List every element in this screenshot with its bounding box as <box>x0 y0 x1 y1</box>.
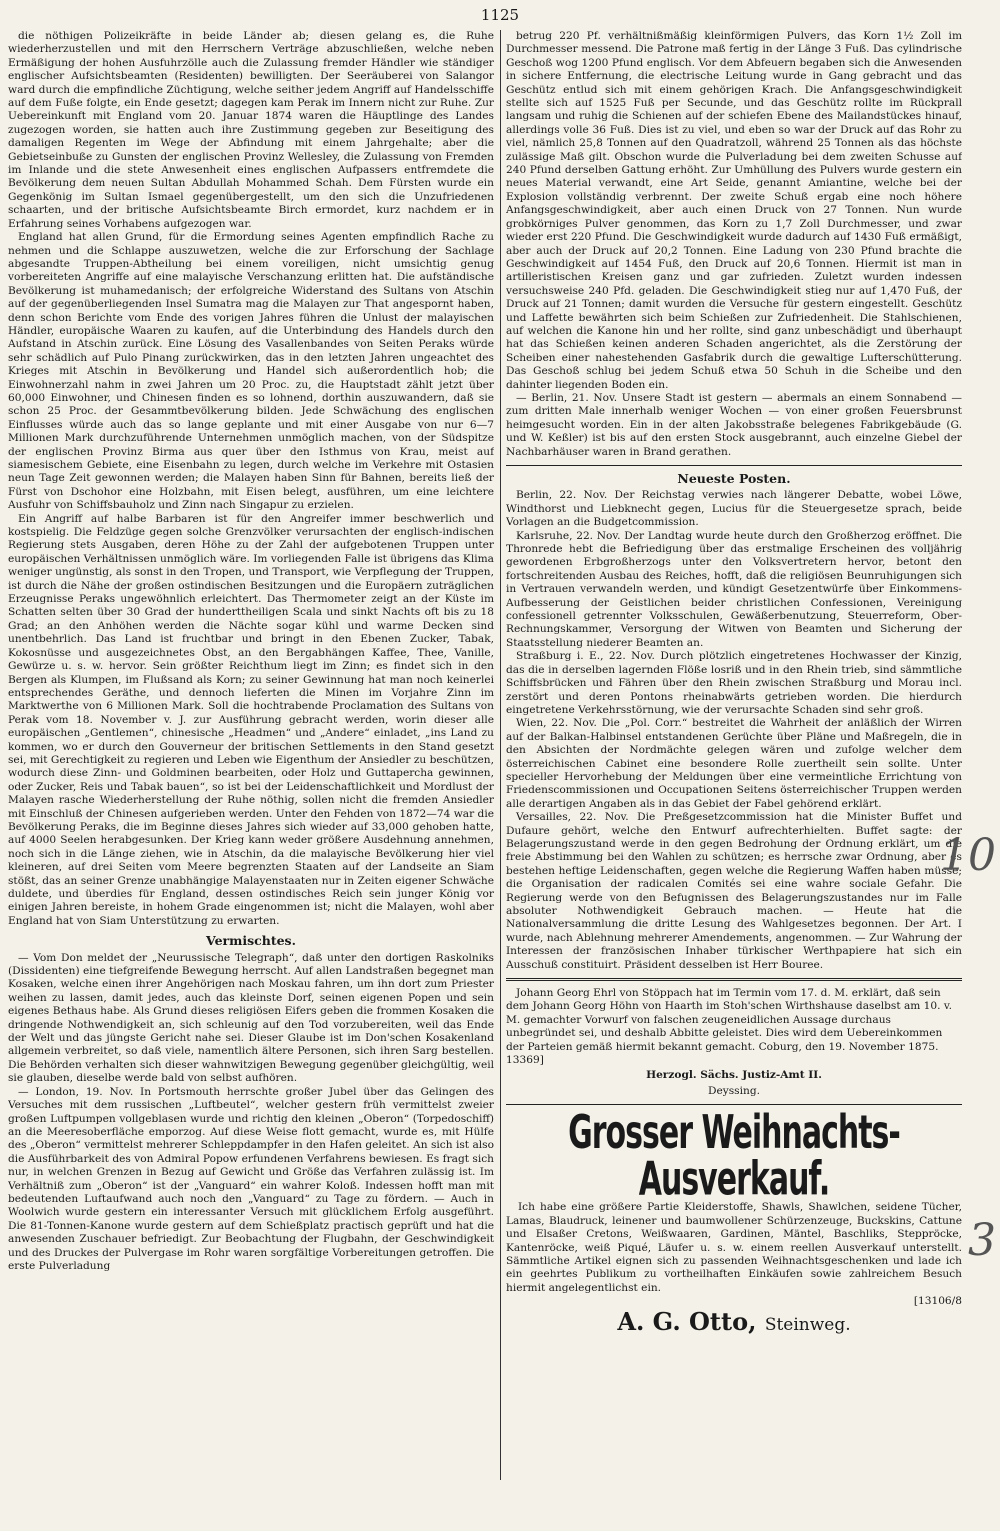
right-column <box>506 30 962 1520</box>
item-vom-don: — Vom Don meldet der „Neurussische Telegraph“, daß unter den dortigen Raskolniks (Dissidenten) eine tiefgreifende Bewegung herrscht. Auf allen Landstraßen begegnet man Kosaken, welche einen ihrer Angehörigen nach Moskau fahren, um ihn dort zum Priester weihen zu lassen, damit jedes, auch das kleinste Dorf, seinen eigenen Popen und sein eigenes Bethaus habe. Als Grund dieses religiösen Eifers geben die frommen Kosaken die dringende Nothwendigkeit an, sich schleunig auf den Tod vorzubereiten, weil das Ende der Welt und das jüngste Gericht nahe sei. Dieser Glaube ist im Don'schen Kosakenland allgemein verbreitet, so daß viele, namentlich ältere Personen, sich ihren Sarg bestellen. Die Behörden verhalten sich dieser wahnwitzigen Bewegung gegenüber gleichgültig, weil sie glauben, dieselbe werde bald von selbst aufhören. <box>8 951 494 1085</box>
ad-headline: Grosser Weihnachts-Ausverkauf. <box>568 1106 900 1208</box>
ad-rule <box>506 1104 962 1105</box>
margin-handwriting: 10 <box>940 830 996 881</box>
legal-notice-ref: 13369] <box>506 1054 544 1067</box>
section-rule <box>506 465 962 466</box>
ad-body: Ich habe eine größere Partie Kleiderstoffe, Shawls, Shawlchen, seidene Tücher, Lamas, Blaudruck, leinener und baumwollener Schürzenzeuge, Buckskins, Cattune und Elsaßer Cretons, Weißwaaren, Gardinen, Mäntel, Baschliks, Steppröcke, Kantenröcke, weiß Piqué, Läufer u. s. w. einem reellen Ausverkauf unterstellt. Sämmtliche Artikel eignen sich zu passenden Weihnachtsgeschenken und lade ich ein geehrtes Publikum zu vortheilhaften Einkäufen sowie zahlreichem Besuch hiermit angelegentlichst ein. <box>506 1201 962 1294</box>
ad-signature <box>506 1306 962 1336</box>
ad-ref: [13106/8 <box>913 1295 962 1308</box>
legal-notice-text: Johann Georg Ehrl von Stöppach hat im Termin vom 17. d. M. erklärt, daß sein dem Johann Georg Höhn von Haarth im Stoh'schen Wirthshause daselbst am 10. v. M. gemachter Vorwurf von falschen zeugeneidlichen Aussage durchaus unbegründet sei, und deshalb Abbitte geleistet. Dies wird dem Uebereinkommen der Parteien gemäß hiermit bekannt gemacht. Coburg, den 19. November 1875. <box>506 987 952 1053</box>
news-berlin: Berlin, 22. Nov. Der Reichstag verwies nach längerer Debatte, wobei Löwe, Windthorst und Liebknecht gegen, Lucius für die Steuergesetze sprach, beide Vorlagen an die Budgetcommission. <box>506 489 962 529</box>
ad-signature-street: Steinweg. <box>764 1314 851 1335</box>
news-wien: Wien, 22. Nov. Die „Pol. Corr.“ bestreitet die Wahrheit der anläßlich der Wirren auf der Balkan-Halbinsel entstandenen Gerüchte über Pläne und Maßregeln, die in den Absichten der Nordmächte gelegen wären und zufolge welcher dem österreichischen Cabinet eine besondere Rolle zuertheilt sein sollte. Unter specieller Hervorhebung der Meldungen über eine vermeintliche Errichtung von Friedenscommissionen und Occupationen Seitens österreichischer Truppen werden alle derartigen Angaben als in das Gebiet der Fabel gehörend erklärt. <box>506 717 962 810</box>
article-perak-part3: Ein Angriff auf halbe Barbaren ist für den Angreifer immer beschwerlich und kostspielig. Die Feldzüge gegen solche Grenzvölker verursachten der englisch-indischen Regierung stets Ausgaben, deren Höhe zu der Zahl der aufgebotenen Truppen unter europäischen Verhältnissen unmöglich wäre. Im vorliegenden Falle ist übrigens das Klima weniger ungünstig, als sonst in den Tropen, und Transport, wie Verpflegung der Truppen, ist durch die Nähe der großen ostindischen Besitzungen und die Europäern zuträglichen Erzeugnisse Peraks ungewöhnlich erleichtert. Das Thermometer zeigt an der Küste im Schatten selten über 30 Grad der hunderttheiligen Scala und sinkt Nachts oft bis zu 18 Grad; an den Anhöhen werden die Nächte sogar kühl und warme Decken sind unentbehrlich. Das Land ist fruchtbar und bringt in den Ebenen Zucker, Tabak, Kokosnüsse und ausgezeichnetes Obst, an den Bergabhängen Kaffee, Thee, Vanille, Gewürze u. s. w. hervor. Sein größter Reichthum liegt im Zinn; es findet sich in den Bergen als Klumpen, im Flußsand als Korn; zu seiner Gewinnung hat man noch keinerlei entsprechendes Geräthe, und dennoch lieferten die Minen im Vorjahre Zinn im Marktwerthe von 6 Millionen Mark. Soll die hochtrabende Proclamation des Sultans von Perak vom 18. November v. J. zur Ausführung gebracht werden, worin dieser alle europäischen „Gentlemen“, chinesische „Headmen“ und „Andere“ einladet, „ins Land zu kommen, wo er durch den Gouverneur der britischen Settlements in den Stand gesetzt sei, mit Gerechtigkeit zu regieren und Leben wie Eigenthum der Ansiedler zu beschützen, wodurch diese Zinn- und Goldminen bearbeiten, oder Holz und Guttapercha gewinnen, oder Zucker, Reis und Tabak bauen“, so ist bei der Leidenschaftlichkeit und Mordlust der Malayen rasche Wiederherstellung der Ruhe nöthig, sollen nicht die fremden Ansiedler mit Einschluß der Chinesen aufgerieben werden. Unter den Fehden von 1872—74 war die Bevölkerung Peraks, die im Beginne dieses Jahres sich wieder auf 33,000 gehoben hatte, auf 4000 Seelen herabgesunken. Der Krieg kann weder größere Ausdehnung annehmen, noch sich in die Länge ziehen, wie in Atschin, da die malayische Bevölkerung hier viel kleineren, auf drei Seiten vom Meere begrenzten Staaten auf der Landseite an Siam stößt, das an seiner Grenze unabhängige Malayenstaaten nur in Zeiten eigener Schwäche duldete, und überdies für England, dessen ostindisches Reich sein junger König vor einigen Jahren bereiste, in hohem Grade eingenommen ist; nicht die Malayen, wohl aber England hat von Siam Unterstützung zu erwarten. <box>8 512 494 927</box>
item-london: — London, 19. Nov. In Portsmouth herrschte großer Jubel über das Gelingen des Versuches mit dem russischen „Luftbeutel“, welcher gestern früh vermittelst zweier großen Luftpumpen vollgeblasen wurde und richtig den kleinen „Oberon“ (Torpedoschiff) an die Meeresoberfläche emporzog. Auf diese Weise flott gemacht, wurde es, mit Hülfe des „Oberon“ vermittelst mehrerer Schleppdampfer in den Hafen geleitet. An sich ist also die Ausführbarkeit des von Admiral Popow erfundenen Verfahrens bewiesen. Es fragt sich nur, in welchen Grenzen in Bezug auf Gewicht und Größe das Verfahren zulässig ist. Im Verhältniß zum „Oberon“ ist der „Vanguard“ ein wahrer Koloß. Indessen hofft man mit bedeutenden Luftaufwand auch noch den „Vanguard“ zu Tage zu fördern. — Auch in Woolwich wurde gestern ein interessanter Versuch mit glücklichem Erfolg ausgeführt. Die 81-Tonnen-Kanone wurde gestern auf dem Schießplatz practisch geprüft und hat die anwesenden Zuschauer befriedigt. Zur Beobachtung der Flugbahn, der Geschwindigkeit und des Druckes der Pulvergase im Rohr waren sorgfältige Vorbereitungen getroffen. Die erste Pulverladung <box>8 1085 494 1272</box>
notice-rule <box>506 978 962 981</box>
page-number: 1125 <box>480 6 520 24</box>
news-versailles: Versailles, 22. Nov. Die Preßgesetzcommission hat die Minister Buffet und Dufaure gehört, welche den Entwurf aufrechterhielten. Buffet sagte: der Belagerungszustand werde in den gegen Bedrohung der Ordnung erklärt, um die freie Abstimmung bei den Wahlen zu schützen; es herrsche zwar Ordnung, aber es bestehen heftige Leidenschaften, gegen welche die Regierung Waffen haben müsse; die Organisation der radicalen Comités sei eine wahre sociale Gefahr. Die Regierung werde von den Befugnissen des Belagerungszustandes nur im Falle absoluter Nothwendigkeit Gebrauch machen. — Heute hat die Nationalversammlung die dritte Lesung des Wahlgesetzes begonnen. Der Art. I wurde, nach Ablehnung mehrerer Amendements, angenommen. — Zur Wahrung der Interessen der französischen Inhaber türkischer Werthpapiere hat sich ein Ausschuß constituirt. Präsident desselben ist Herr Bouree. <box>506 811 962 971</box>
margin-handwriting: 3 <box>968 1215 996 1266</box>
heading-neueste-posten: Neueste Posten. <box>677 471 791 486</box>
legal-notice <box>506 987 962 1098</box>
item-berlin-fire: — Berlin, 21. Nov. Unsere Stadt ist gestern — abermals an einem Sonnabend — zum dritten Male innerhalb weniger Wochen — von einer großen Feuersbrunst heimgesucht worden. Ein in der alten Jakobsstraße belegenes Fabrikgebäude (G. und W. Keßler) ist bis auf den ersten Stock ausgebrannt, auch einzelne Giebel der Nachbarhäuser waren in Brand gerathen. <box>506 391 962 458</box>
article-perak-part2: England hat allen Grund, für die Ermordung seines Agenten empfindlich Rache zu nehmen und die Schlappe auszuwetzen, welche die zur Erforschung der Sachlage abgesandte Truppen-Abtheilung bei einem voreiligen, nicht umsichtig genug vorbereiteten Angriffe auf eine malayische Verschanzung erlitten hat. Die aufständische Bevölkerung ist muhamedanisch; der erfolgreiche Widerstand des Sultans von Atschin auf der gegenüberliegenden Insel Sumatra mag die Malayen zur That angespornt haben, denn schon Berichte vom Ende des vorigen Jahres führen die Unlust der malayischen Händler, europäische Waaren zu kaufen, auf die Unterbindung des Handels durch den Aufstand in Atschin zurück. Eine Lösung des Vasallenbandes von Seiten Peraks würde sehr schädlich auf Pulo Pinang zurückwirken, das in den letzten Jahren ungeachtet des Krieges mit Atschin in Bevölkerung und Handel sich außerordentlich hob; die Einwohnerzahl nahm in zwei Jahren um 20 Proc. zu, die Hauptstadt zählt jetzt über 60,000 Einwohner, und Chinesen finden es so lohnend, dorthin auszuwandern, daß sie schon 25 Proc. der Gesammtbevölkerung bilden. Jede Schwächung des englischen Einflusses würde auch das so lange geplante und mit einer Ausgabe von nur 6—7 Millionen Mark durchzuführende Unternehmen unmöglich machen, von der Südspitze der englischen Provinz Birma aus quer über den Isthmus von Krau, meist auf siamesischem Gebiete, eine Eisenbahn zu legen, durch welche im Verkehre mit Ostasien neun Tage Zeit gewonnen werden; die Malayen haben Sinn für Bahnen, bereits ließ der Fürst von Dschohor eine Holzbahn, mit Eisen belegt, ausführen, um eine leichtere Ausfuhr von Schiffsbauholz und Zinn nach Singapur zu erzielen. <box>8 231 494 512</box>
item-london-continued: betrug 220 Pf. verhältnißmäßig kleinförmigen Pulvers, das Korn 1½ Zoll im Durchmesser messend. Die Patrone maß fertig in der Länge 3 Fuß. Das cylindrische Geschoß wog 1200 Pfund englisch. Vor dem Abfeuern begaben sich die Anwesenden in sichere Entfernung, die electrische Leitung wurde in Gang gebracht und das Geschütz entlud sich mit einem gehörigen Krach. Die Anfangsgeschwindigkeit stellte sich auf 1525 Fuß per Secunde, und das Geschütz rollte im Rückprall langsam und ruhig die Schienen auf der schiefen Ebene des Mailandstückes hinauf, allerdings volle 36 Fuß. Dies ist zu viel, und eben so war der Druck auf das Rohr zu viel, nämlich 25,8 Tonnen auf den Quadratzoll, während 25 Tonnen als das höchste zulässige Maß gilt. Obschon wurde die Pulverladung bei dem zweiten Schusse auf 240 Pfund derselben Gattung erhöht. Zur Umhüllung des Pulvers wurde gestern ein neues Material verwandt, eine Art Seide, genannt Amiantine, welche bei der Explosion vollständig verbrennt. Der zweite Schuß ergab eine noch höhere Anfangsgeschwindigkeit, aber auch einen Druck von 27 Tonnen. Nun wurde grobkörniges Pulver genommen, das Korn zu 1,7 Zoll Durchmesser, und zwar wieder erst 220 Pfund. Die Geschwindigkeit wurde dadurch auf 1430 Fuß ermäßigt, aber auch der Druck auf 20,2 Tonnen. Eine Ladung von 230 Pfund brachte die Geschwindigkeit auf 1454 Fuß, den Druck auf 20,6 Tonnen. Hiermit ist man in artilleristischen Kreisen ganz und gar zufrieden. Zuletzt wurden indessen versuchsweise 240 Pfd. geladen. Die Geschwindigkeit stieg nur auf 1,470 Fuß, der Druck auf 21 Tonnen; damit wurden die Versuche für gestern eingestellt. Geschütz und Laffette bewährten sich beim Schießen zur Zufriedenheit. Die Stahlschienen, auf welchen die Kanone hin und her rollte, sind ganz unbeschädigt und überhaupt hat das Schießen keinen anderen Schaden angerichtet, als die Zerstörung der Scheiben einer nahestehenden Gasfabrik durch die gewaltige Lufterschütterung. Das Geschoß schlug bei jedem Schuß etwa 50 Schuh in die Scheibe und den dahinter liegenden Boden ein. <box>506 30 962 391</box>
left-column <box>8 30 494 1520</box>
news-karlsruhe: Karlsruhe, 22. Nov. Der Landtag wurde heute durch den Großherzog eröffnet. Die Thronrede hebt die Befriedigung über das erstmalige Erscheinen des volljährig gewordenen Erbgroßherzogs unter den Volksvertretern hervor, betont den fortschreitenden Ausbau des Reiches, hofft, daß die religiösen Beunruhigungen sich in Vertrauen verwandeln werden, und kündigt Gesetzentwürfe über Einkommens-Aufbesserung der Geistlichen beider christlichen Confessionen, Vereinigung confessionell getrennter Volksschulen, Gewäßerbenutzung, Steuerreform, Ober-Rechnungskammer, Versorgung der Witwen von Beamten und Sicherung der Staatsstellung niederer Beamten an. <box>506 529 962 649</box>
news-strassburg: Straßburg i. E., 22. Nov. Durch plötzlich eingetretenes Hochwasser der Kinzig, das die in derselben lagernden Flöße losriß und in den Rhein trieb, sind sämmtliche Schiffsbrücken und Fähren über den Rhein zwischen Straßburg und Morau incl. zerstört und deren Pontons rheinabwärts getrieben worden. Die hierdurch eingetretene Verkehrsstörnung, wie der verursachte Schaden sind sehr groß. <box>506 650 962 716</box>
column-divider <box>500 30 501 1480</box>
article-perak-part1: die nöthigen Polizeikräfte in beide Länder ab; diesen gelang es, die Ruhe wiederherzustellen und mit den Herrschern Verträge abzuschließen, welche neben Ermäßigung der hohen Ausfuhrzölle auch die Zulassung fremder Händler wie ständiger englischer Aufsichtsbeamten (Residenten) bewilligten. Der Seeräuberei von Salangor ward durch die empfindliche Züchtigung, welche seither jedem Angriff auf Handelsschiffe auf dem Fuße folgte, ein Ende gesetzt; dagegen kam Perak im Innern nicht zur Ruhe. Zur Uebereinkunft mit England vom 20. Januar 1874 waren die Häuptlinge des Landes zugezogen worden, sie hatten auch ihre Zustimmung gegeben zur Beseitigung des damaligen Regenten im Wege der Abfindung mit einem Jahrgehalte; aber die Gebietseinbuße zu Gunsten der englischen Provinz Wellesley, die Zulassung von Fremden im Inlande und die stete Anwesenheit eines englischen Aufpassers entfremdete die Bevölkerung dem neuen Sultan Abdullah Mohammed Schah. Dem Fürsten wurde ein Gegenkönig im Sultan Ismael gegenübergestellt, um den sich die Unzufriedenen schaarten, und der britische Aufsichtsbeamte Birch ermordet, kurz nachdem er in Erfahrung seines Vorhabens aufgezogen war. <box>8 30 494 230</box>
heading-vermischtes: Vermischtes. <box>206 933 296 949</box>
legal-notice-signer: Deyssing. <box>708 1084 760 1097</box>
ad-signature-name: A. G. Otto, <box>617 1306 757 1336</box>
legal-notice-signature: Herzogl. Sächs. Justiz-Amt II. <box>646 1069 822 1082</box>
